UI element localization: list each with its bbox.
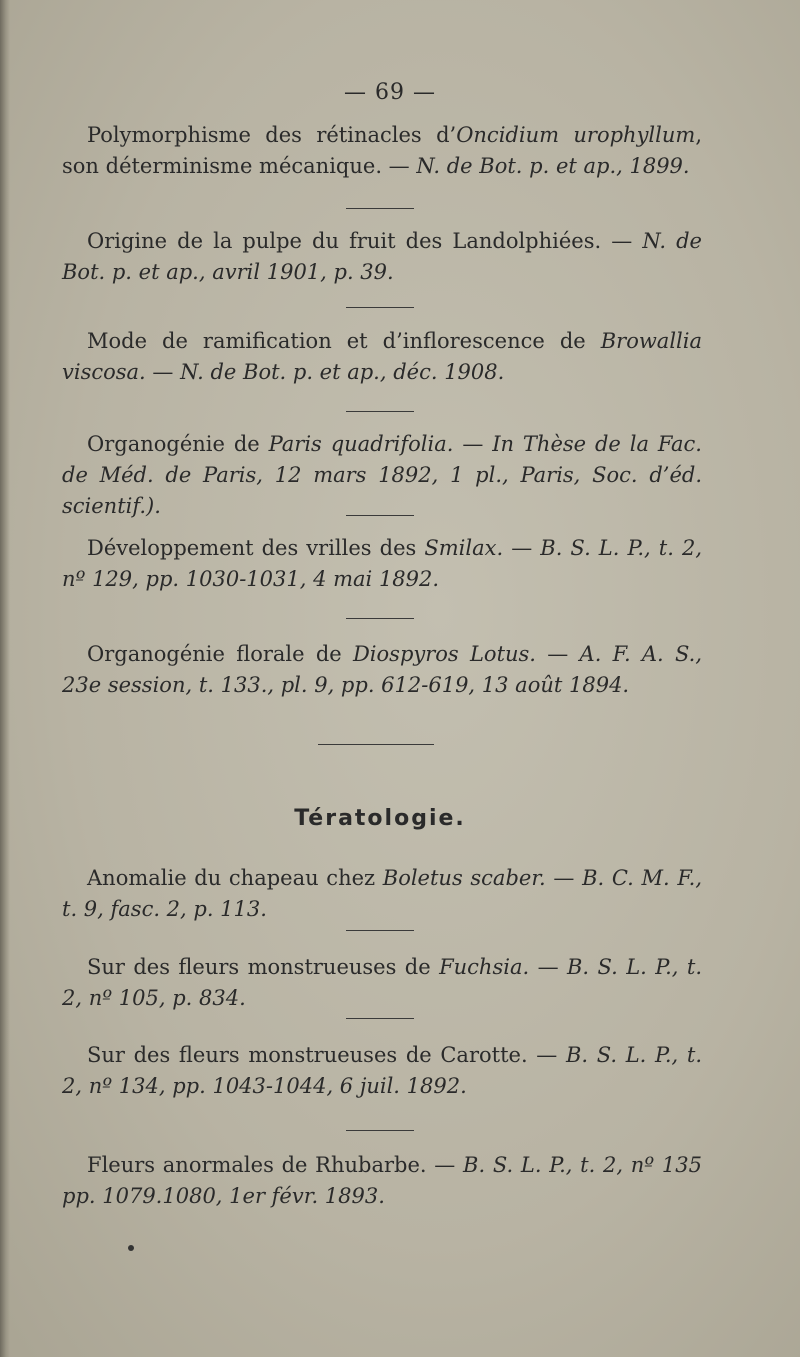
entry-text: — [503,536,541,560]
entry-reference: B. S. L. P., t. 2, nº 135 pp. 1079.1080, 1er févr. 1893. [62,1153,702,1208]
entry-text: Organogénie de [87,432,269,456]
entry-text: — [529,955,567,979]
bibliography-entry-1 [62,120,702,182]
entry-text: — [545,866,583,890]
entry-reference: N. de Bot. p. et ap., 1899. [416,154,690,178]
section-separator-rule [318,744,434,745]
bibliography-entry-4 [62,429,702,522]
entry-text: Fleurs anormales de Rhubarbe. — [87,1153,464,1177]
separator-rule [346,307,414,308]
bibliography-entry-10 [62,1150,702,1212]
entry-reference: In Thèse de la Fac. de Méd. de Paris, 12 mars 1892, 1 pl., Paris, Soc. d’éd. scientif.). [62,432,702,518]
separator-rule [346,1018,414,1019]
bibliography-entry-9 [62,1040,702,1102]
entry-italic: Paris quadrifolia. [268,432,454,456]
bibliography-entry-2 [62,226,702,288]
entry-reference: B. S. L. P., t. 2, nº 134, pp. 1043-1044, 6 juil. 1892. [62,1043,702,1098]
entry-italic: Boletus scaber. [382,866,546,890]
entry-text: — [535,642,580,666]
entry-italic: Browallia viscosa. [62,329,702,384]
entry-italic: Smilax. [424,536,504,560]
entry-text: Sur des fleurs monstrueuses de Carotte. — [87,1043,566,1067]
entry-text: — [145,360,181,384]
entry-italic: Oncidium urophyllum [456,123,696,147]
bibliography-entry-6 [62,639,702,701]
page-number: — 69 — [344,80,436,105]
entry-reference: B. S. L. P., t. 2, nº 129, pp. 1030-1031, 4 mai 1892. [62,536,702,591]
bibliography-entry-3 [62,326,702,388]
bibliography-entry-8 [62,952,702,1014]
separator-rule [346,930,414,931]
bibliography-entry-5 [62,533,702,595]
entry-italic: Diospyros Lotus. [352,642,536,666]
entry-italic: Fuchsia. [439,955,530,979]
entry-text: Polymorphisme des rétinacles d’ [87,123,457,147]
page-spine-shadow [0,0,10,1357]
entry-text: Mode de ramification et d’inflorescence de [87,329,601,353]
entry-reference: A. F. A. S., 23e session, t. 133., pl. 9, pp. 612-619, 13 août 1894. [62,642,702,697]
entry-text: Organogénie florale de [87,642,353,666]
entry-reference: N. de Bot. p. et ap., déc. 1908. [180,360,505,384]
bibliography-entry-7 [62,863,702,925]
entry-text: Anomalie du chapeau chez [87,866,383,890]
entry-text: , son déterminisme mécanique. — [62,123,702,178]
entry-reference: B. C. M. F., t. 9, fasc. 2, p. 113. [62,866,703,921]
separator-rule [346,208,414,209]
entry-text: Origine de la pulpe du fruit des Landolphiées. — [87,229,643,253]
entry-text: Sur des fleurs monstrueuses de [87,955,440,979]
ink-speck [128,1245,134,1251]
entry-text: Développement des vrilles des [87,536,425,560]
entry-reference: N. de Bot. p. et ap., avril 1901, p. 39. [62,229,702,284]
entry-text: — [453,432,493,456]
separator-rule [346,1130,414,1131]
separator-rule [346,618,414,619]
separator-rule [346,411,414,412]
separator-rule [346,515,414,516]
entry-reference: B. S. L. P., t. 2, nº 105, p. 834. [62,955,702,1010]
section-heading: Tératologie. [294,806,466,831]
